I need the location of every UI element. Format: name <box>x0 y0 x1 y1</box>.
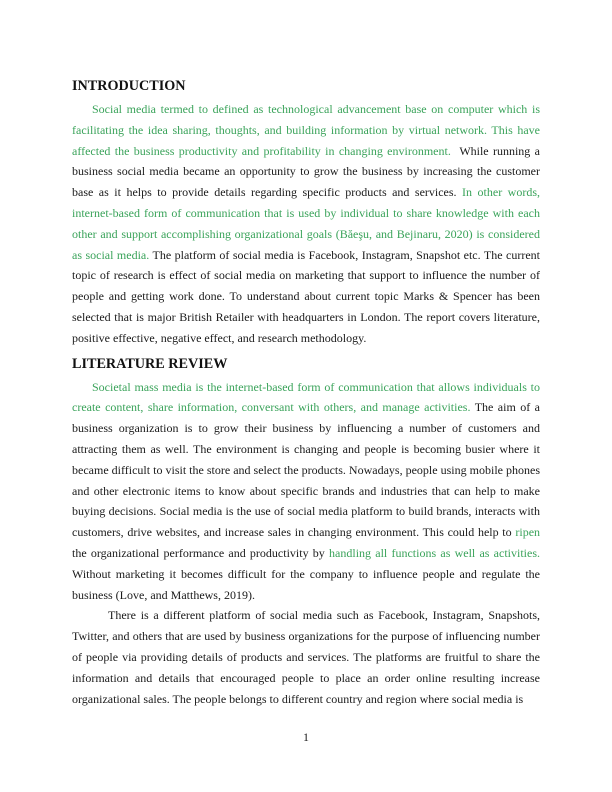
intro-green-text-2: In other words, internet-based form of communication that is used by individual to share knowledge with each other and support accomplishing organizational goals (Băeşu, and Bejinaru, 2020) is considered as social media. <box>72 185 540 262</box>
literature-review-heading: LITERATURE REVIEW <box>72 355 228 372</box>
intro-text-2: The platform of social media is Facebook, Instagram, Snapshot etc. The current topic of research is effect of social media on marketing that support to influence the number of people and getting work done. To understand about current topic Marks & Spencer has been selected that is major British Retailer with headquarters in London. The report covers literature, positive effective, negative effect, and research methodology. <box>72 247 540 345</box>
literature-paragraph-2 <box>72 605 540 709</box>
document-page <box>72 77 540 709</box>
lit-text-2: the organizational performance and productivity by <box>72 545 325 560</box>
intro-green-text-1: Social media termed to defined as technological advancement base on computer which is facilitating the idea sharing, thoughts, and building information by virtual network. This have affected the business productivity and profitability in changing environment. <box>72 102 540 158</box>
lit-text-3: Without marketing it becomes difficult for the company to influence people and regulate the business (Love, and Matthews, 2019). <box>72 566 540 602</box>
introduction-heading: INTRODUCTION <box>72 78 186 94</box>
lit-green-text-3: handling all functions as well as activities. <box>329 545 541 560</box>
lit-text-1: The aim of a business organization is to grow their business by influencing a number of customers and attracting them as well. The environment is changing and people is becoming busier where it became difficult to visit the store and select the products. Nowadays, people using mobile phones and other electronic items to know about specific brands and industries that can help to make buying decisions. Social media is the use of social media platform to build brands, interacts with customers, drive websites, and increase sales in changing environment. This could help to <box>72 400 540 540</box>
literature-paragraph-1 <box>72 377 540 606</box>
introduction-paragraph <box>72 99 540 349</box>
page-number: 1 <box>303 730 309 744</box>
lit-green-text-1: Societal mass media is the internet-based form of communication that allows individuals to create content, share information, conversant with others, and manage activities. <box>72 379 540 415</box>
intro-text-1: While running a business social media became an opportunity to grow the business by increasing the customer base as it helps to provide details regarding specific products and services. <box>72 143 540 200</box>
lit-p2-text: There is a different platform of social media such as Facebook, Instagram, Snapshots, Twitter, and others that are used by business organizations for the purpose of influencing number of people via providing details of products and services. The platforms are fruitful to share the information and details that encouraged people to place an order online resulting increase organizational sales. The people belongs to different country and region where social media is <box>72 608 540 706</box>
lit-green-text-2: ripen <box>515 525 541 540</box>
